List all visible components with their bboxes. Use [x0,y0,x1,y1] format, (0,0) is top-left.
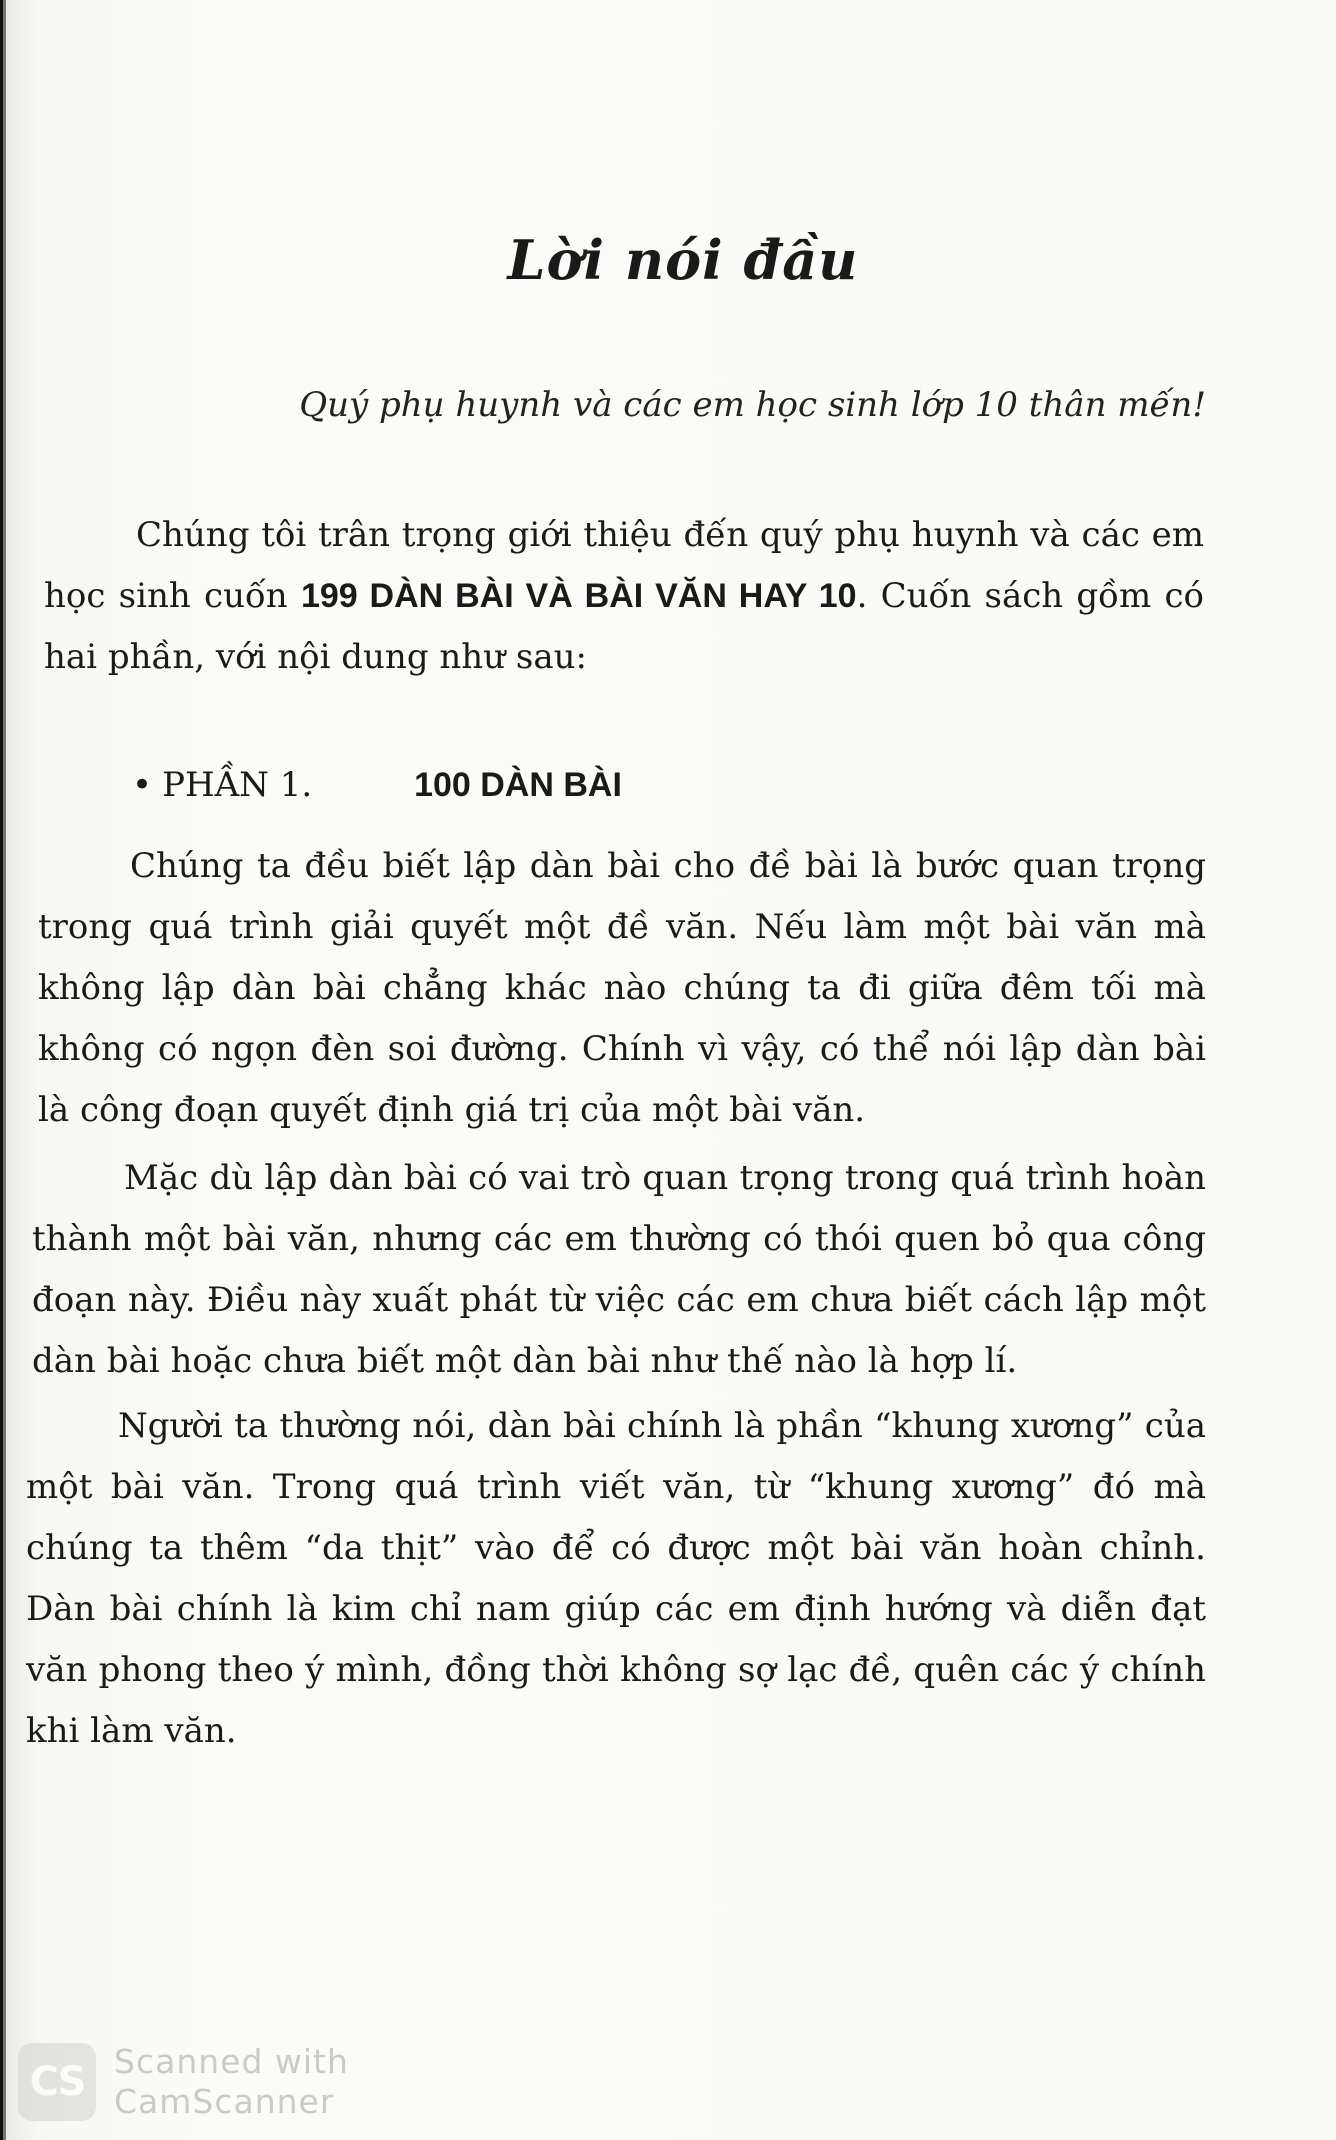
body-paragraph: Mặc dù lập dàn bài có vai trò quan trọng trong quá trình hoàn thành một bài văn, nhưng các em thường có thói quen bỏ qua công đoạn này. Điều này xuất phát từ việc các em chưa biết cách lập một dàn bài hoặc chưa biết một dàn bài như thế nào là hợp lí. [32,1158,1206,1381]
intro-text-after: . Cuốn sách gồm có hai phần, với nội dung như sau: [44,576,1204,677]
body-paragraph: Chúng ta đều biết lập dàn bài cho đề bài là bước quan trọng trong quá trình giải quyết một đề văn. Nếu làm một bài văn mà không lập dàn bài chẳng khác nào chúng ta đi giữa đêm tối mà không có ngọn đèn soi đường. Chính vì vậy, có thể nói lập dàn bài là công đoạn quyết định giá trị của một bài văn. [38,846,1206,1130]
camscanner-watermark [18,2040,349,2124]
part-heading [132,765,622,805]
page-title: Lời nói đầu [507,228,859,292]
body-paragraph: Người ta thường nói, dàn bài chính là phần “khung xương” của một bài văn. Trong quá trình viết văn, từ “khung xương” đó mà chúng ta thêm “da thịt” vào để có được một bài văn hoàn chỉnh. Dàn bài chính là kim chỉ nam giúp các em định hướng và diễn đạt văn phong theo ý mình, đồng thời không sợ lạc đề, quên các ý chính khi làm văn. [26,1406,1206,1751]
intro-paragraph [44,505,1204,688]
watermark-text [114,2042,349,2122]
page-binding-edge [0,0,6,2140]
book-title: 199 DÀN BÀI VÀ BÀI VĂN HAY 10 [300,577,857,615]
camscanner-logo-icon: CS [18,2043,96,2121]
bullet-mark: • [132,765,153,805]
watermark-line-1: Scanned with [114,2042,349,2081]
greeting-line: Quý phụ huynh và các em học sinh lớp 10 thân mến! [299,385,1206,425]
part-label: PHẦN 1. [162,765,313,805]
part-title: 100 DÀN BÀI [414,766,622,804]
watermark-line-2: CamScanner [114,2082,335,2121]
intro-text-before: Chúng tôi trân trọng giới thiệu đến quý phụ huynh và các em học sinh cuốn [44,515,1204,616]
